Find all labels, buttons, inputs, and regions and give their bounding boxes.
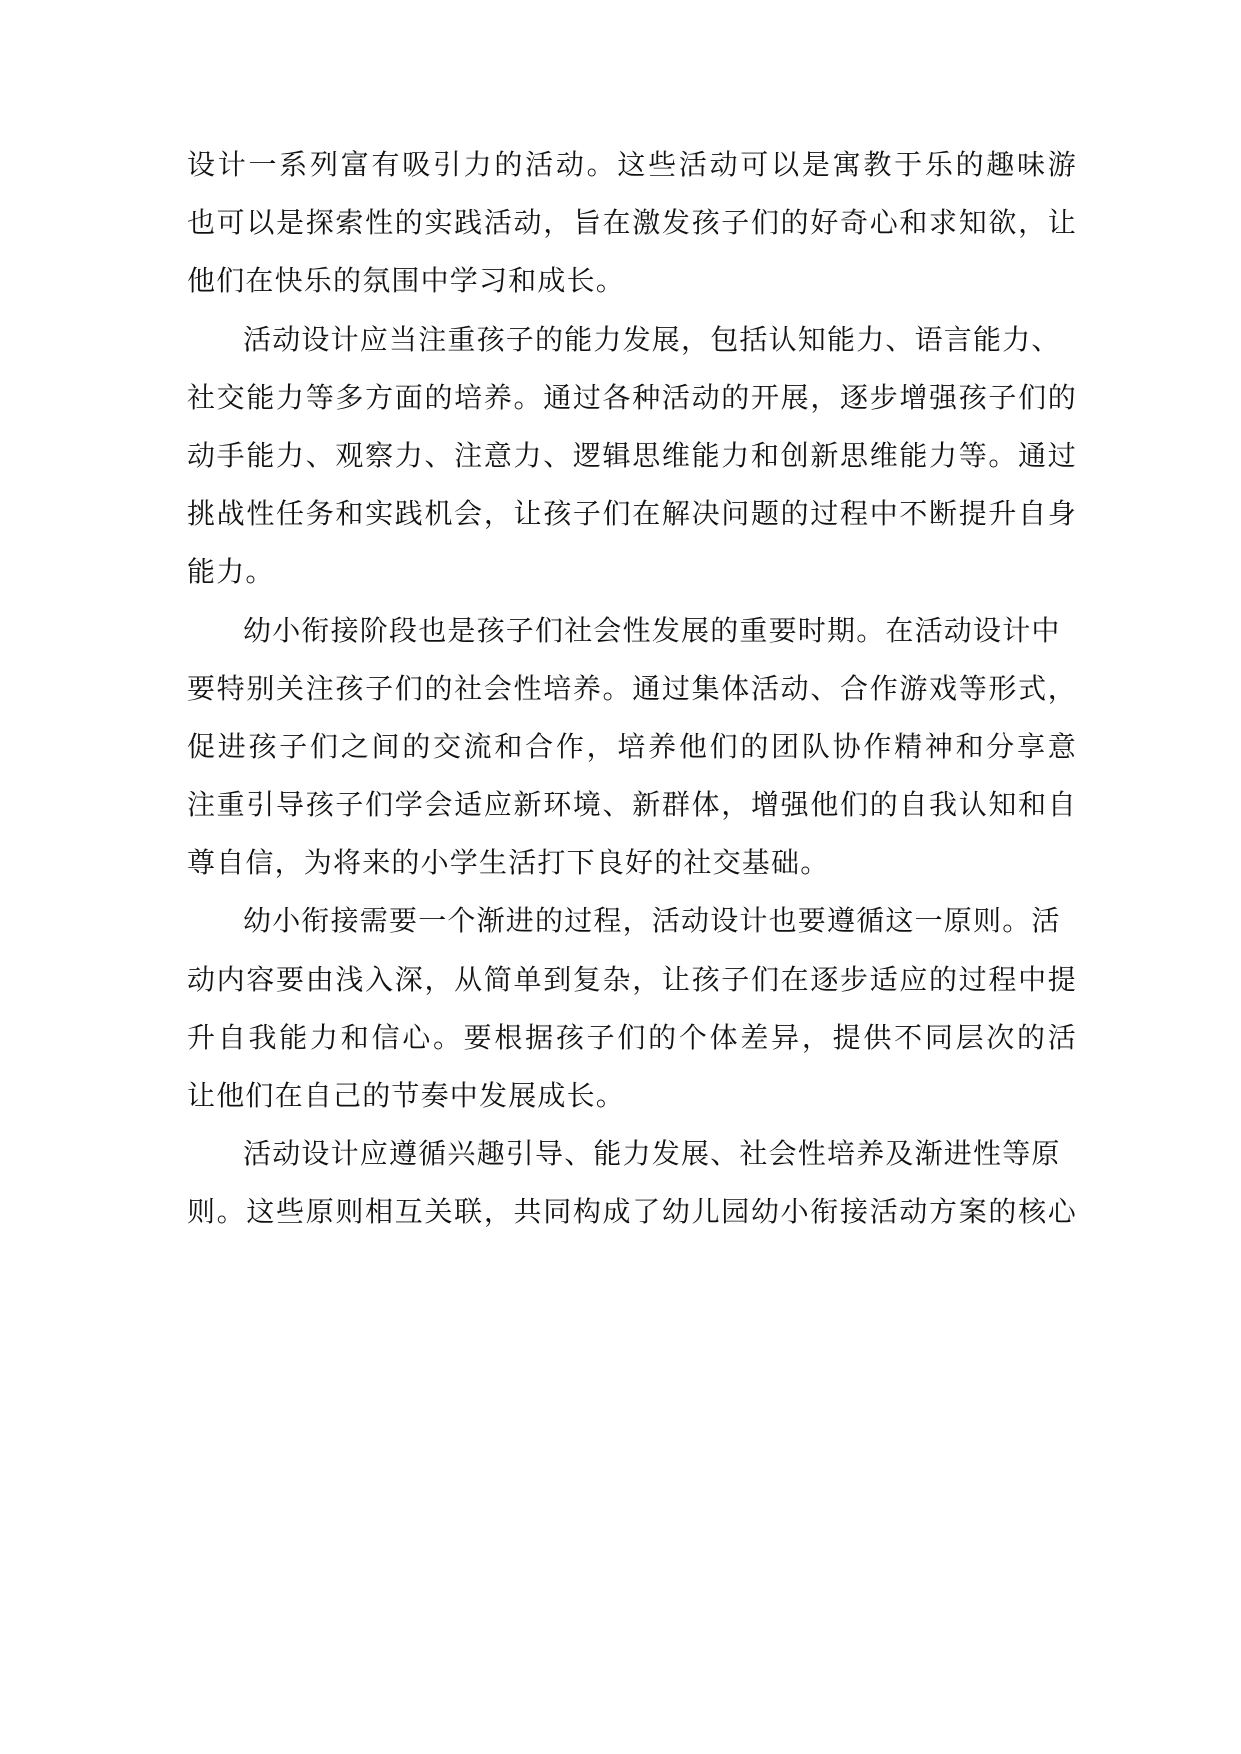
body-text — [187, 136, 1077, 1242]
text-line: 设计一系列富有吸引力的活动。这些活动可以是寓教于乐的趣味游 — [187, 148, 1077, 181]
text-line: 尊自信，为将来的小学生活打下良好的社交基础。 — [187, 846, 830, 880]
text-line: 活动设计应当注重孩子的能力发展，包括认知能力、语言能力、 — [243, 322, 1061, 356]
text-line: 升自我能力和信心。要根据孩子们的个体差异，提供不同层次的活 — [187, 1020, 1077, 1054]
text-line: 活动设计应遵循兴趣引导、能力发展、社会性培养及渐进性等原 — [243, 1137, 1061, 1171]
text-line: 能力。 — [187, 555, 275, 589]
text-line: 促进孩子们之间的交流和合作，培养他们的团队协作精神和分享意 — [187, 729, 1077, 763]
text-line: 也可以是探索性的实践活动，旨在激发孩子们的好奇心和求知欲，让 — [187, 206, 1077, 240]
text-line: 要特别关注孩子们的社会性培养。通过集体活动、合作游戏等形式， — [187, 671, 1077, 705]
text-line: 挑战性任务和实践机会，让孩子们在解决问题的过程中不断提升自身 — [187, 497, 1077, 531]
text-line: 幼小衔接需要一个渐进的过程，活动设计也要遵循这一原则。活 — [243, 904, 1061, 938]
text-line: 则。这些原则相互关联，共同构成了幼儿园幼小衔接活动方案的核心 — [187, 1195, 1077, 1229]
text-line: 动手能力、观察力、注意力、逻辑思维能力和创新思维能力等。通过 — [187, 438, 1077, 472]
text-line: 注重引导孩子们学会适应新环境、新群体，增强他们的自我认知和自 — [187, 788, 1077, 822]
text-line: 他们在快乐的氛围中学习和成长。 — [187, 264, 626, 298]
text-line: 让他们在自己的节奏中发展成长。 — [187, 1079, 626, 1112]
text-line: 动内容要由浅入深，从简单到复杂，让孩子们在逐步适应的过程中提 — [187, 962, 1077, 996]
text-line: 社交能力等多方面的培养。通过各种活动的开展，逐步增强孩子们的 — [187, 380, 1077, 414]
text-line: 幼小衔接阶段也是孩子们社会性发展的重要时期。在活动设计中 — [243, 613, 1061, 647]
